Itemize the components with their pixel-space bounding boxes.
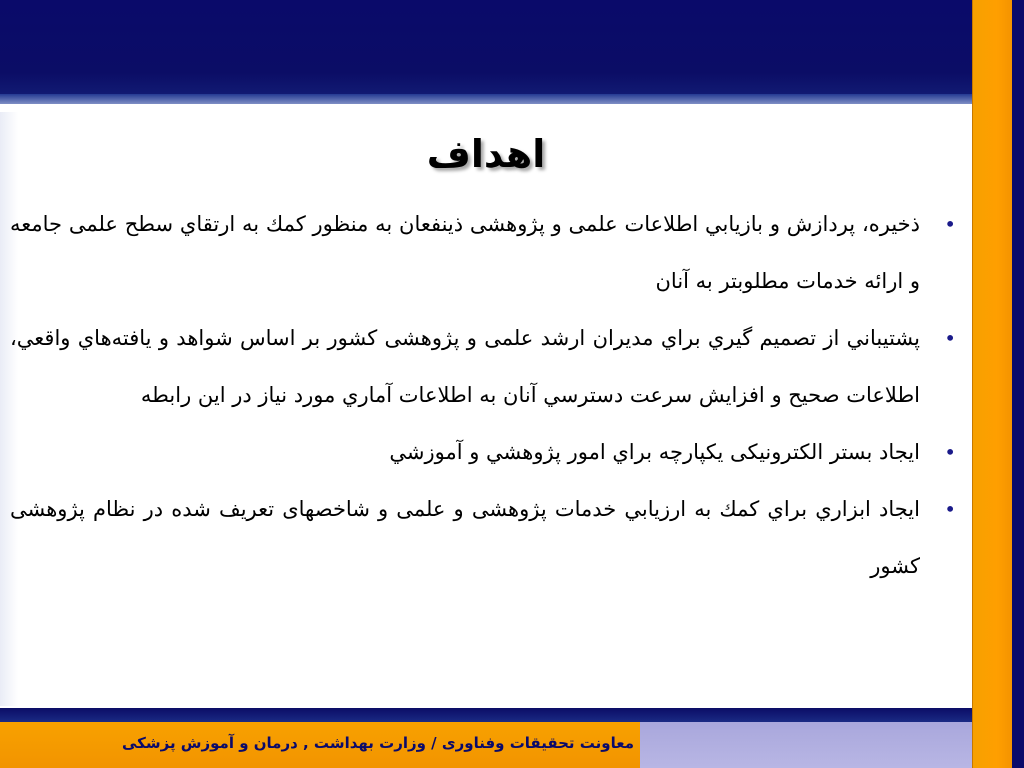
bullet-list: [10, 196, 962, 595]
bullet-icon: •: [944, 326, 956, 350]
right-navy-stripe: [1012, 0, 1024, 768]
bullet-item: [10, 481, 962, 595]
right-orange-stripe: [972, 0, 1013, 768]
bullet-text: ذخيره، پردازش و بازيابي اطلاعات علمی و پژوهشی ذينفعان به منظور كمك به ارتقاي سطح علمی جامعه و ارائه خدمات مطلوبتر به آنان: [10, 212, 920, 293]
bullet-text: ايجاد ابزاري براي كمك به ارزيابي خدمات پژوهشی و علمی و شاخصهای تعريف شده در نظام پژوهشی كشور: [10, 497, 920, 578]
bullet-item: [10, 310, 962, 424]
header-band: [0, 0, 972, 104]
bullet-item: [10, 196, 962, 310]
bullet-item: [10, 424, 962, 481]
bullet-text: پشتيباني از تصميم گيري براي مديران ارشد علمی و پژوهشی كشور بر اساس شواهد و يافته‌هاي واقعي، اطلاعات صحيح و افزايش سرعت دسترسي آنان به اطلاعات آماري مورد نياز در اين رابطه: [10, 326, 920, 407]
bullet-text: ايجاد بستر الكترونيکی يکپارچه براي امور پژوهشي و آموزشي: [389, 440, 920, 464]
bullet-icon: •: [944, 440, 956, 464]
footer-lavender-bar: [640, 722, 972, 768]
footer-caption: معاونت تحقيقات وفناوری / وزارت بهداشت , درمان و آموزش پزشکی: [121, 734, 634, 752]
bullet-icon: •: [944, 497, 956, 521]
bullet-icon: •: [944, 212, 956, 236]
slide-title: اهداف: [426, 132, 546, 176]
footer-navy-line: [0, 708, 972, 722]
